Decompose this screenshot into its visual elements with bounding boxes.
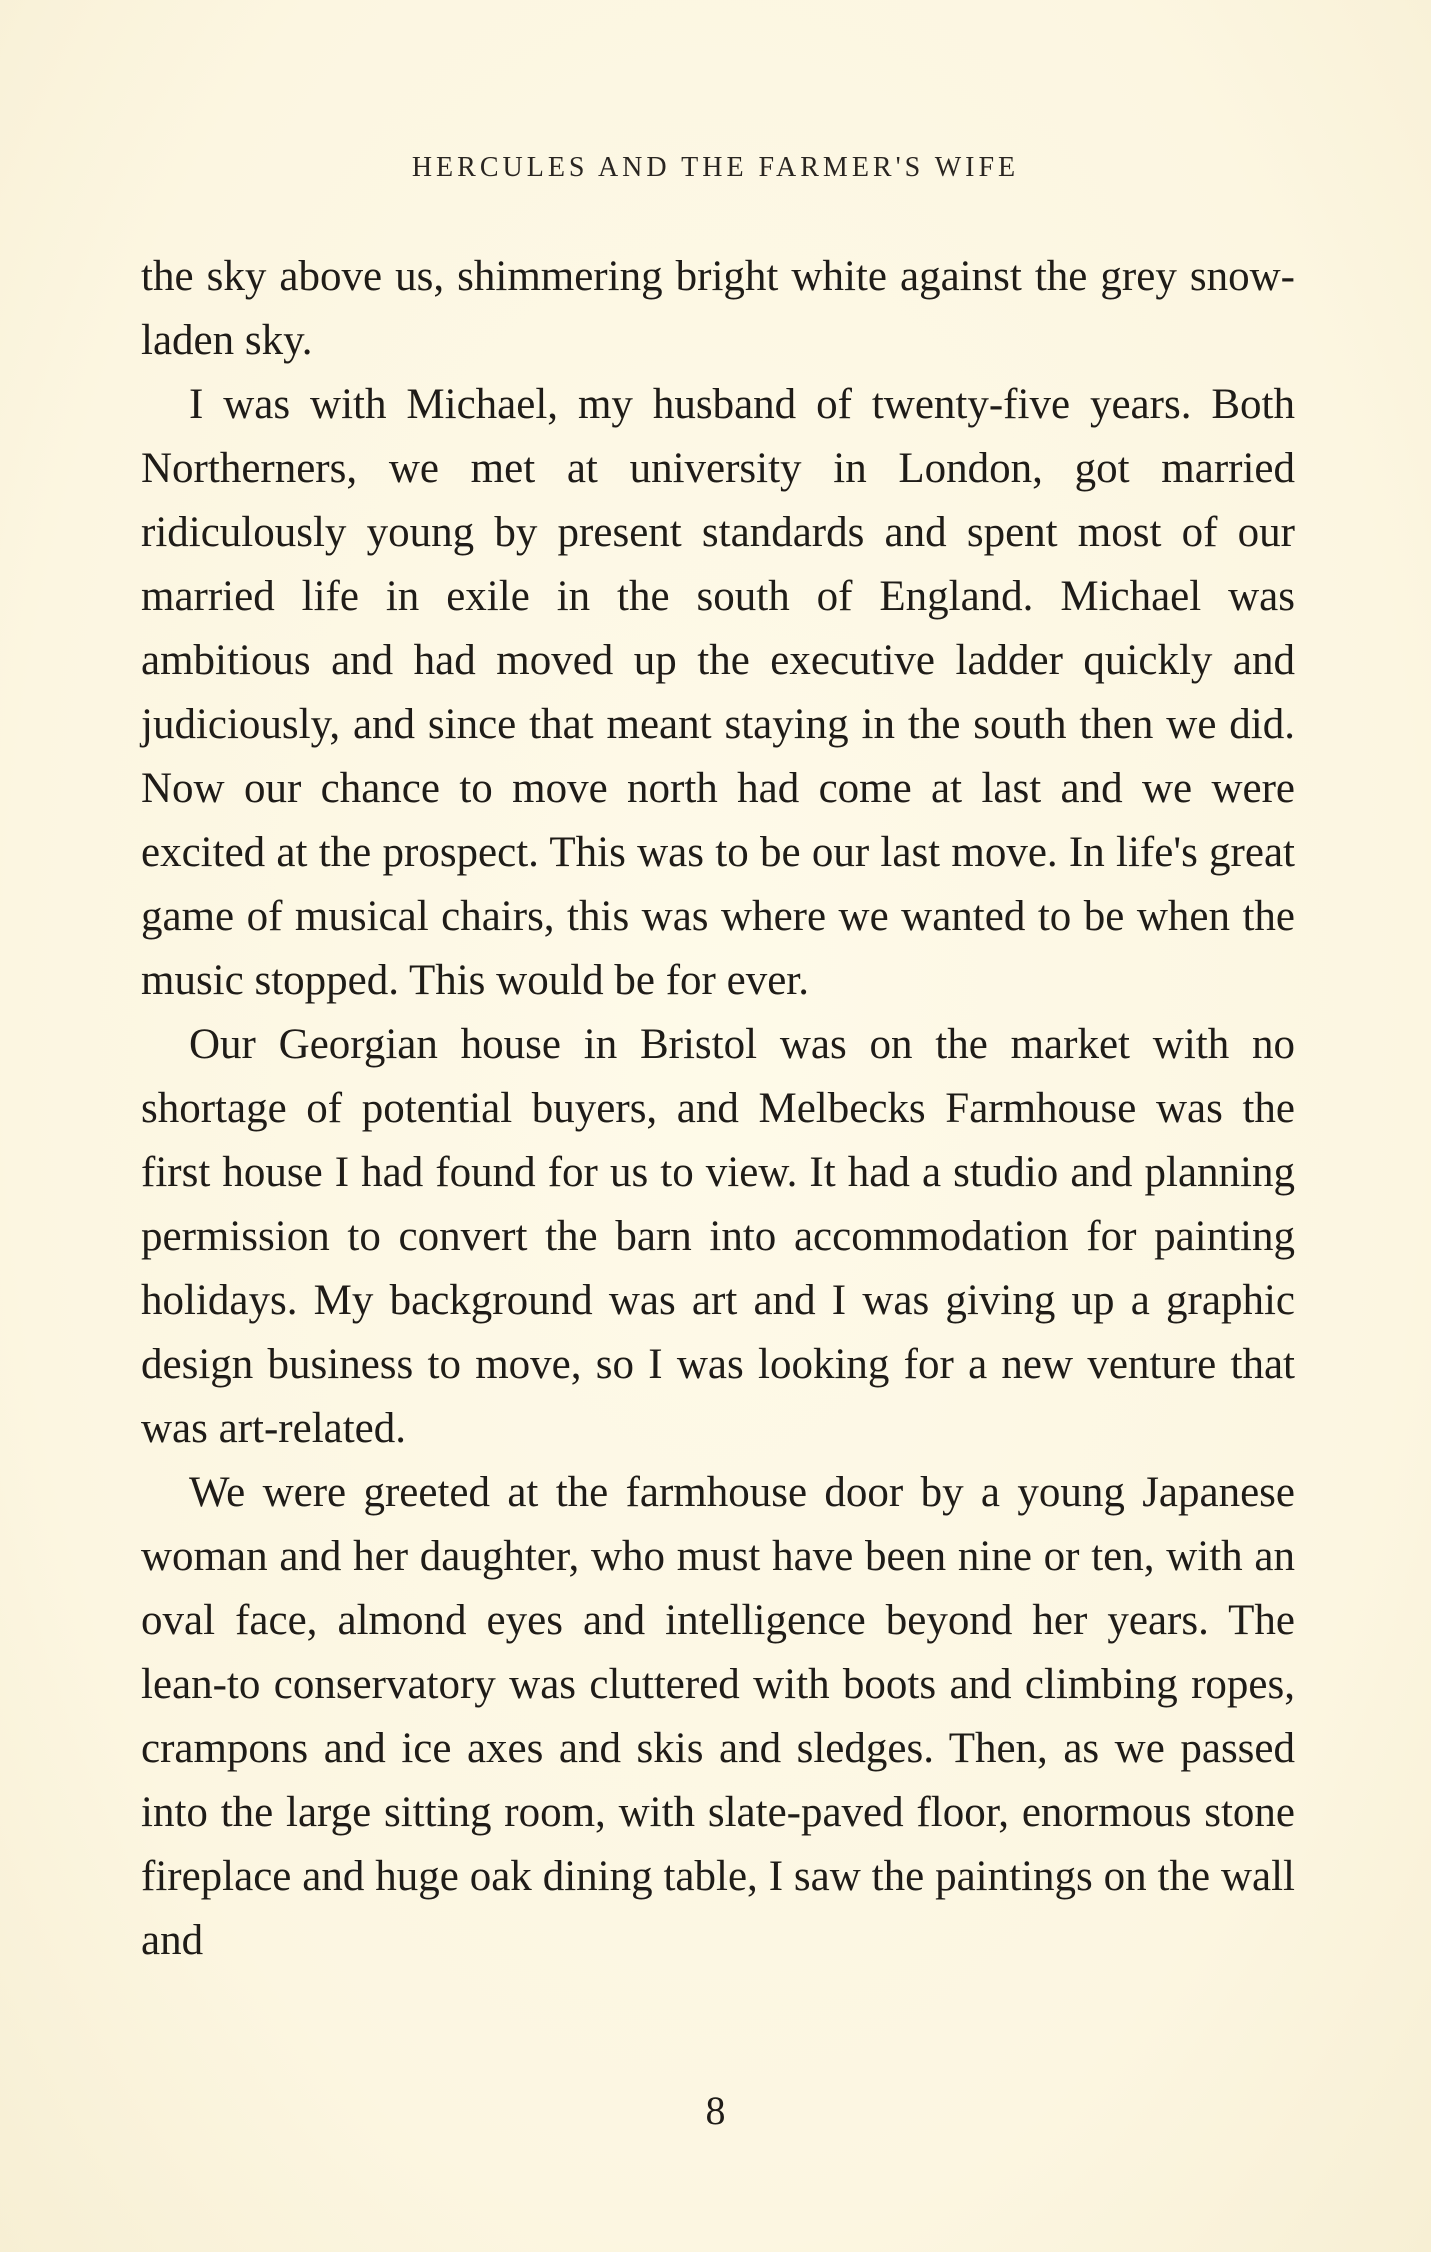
paragraph: I was with Michael, my husband of twenty-five years. Both Northerners, we met at university in London, got married ridiculously young by present standards and spent most of our married life in exile in the south of England. Michael was ambitious and had moved up the executive ladder quickly and judiciously, and since that meant staying in the south then we did. Now our chance to move north had come at last and we were excited at the prospect. This was to be our last move. In life's great game of musical chairs, this was where we wanted to be when the music stopped. This would be for ever. xyxy=(141,381,1295,1004)
paragraph-continuation: the sky above us, shimmering bright white against the grey snow-laden sky. xyxy=(141,253,1295,364)
running-head: HERCULES AND THE FARMER'S WIFE xyxy=(411,152,1020,183)
paragraph: We were greeted at the farmhouse door by a young Japanese woman and her daughter, who must have been nine or ten, with an oval face, almond eyes and intelligence beyond her years. The lean-to conservatory was cluttered with boots and climbing ropes, crampons and ice axes and skis and sledges. Then, as we passed into the large sitting room, with slate-paved floor, enormous stone fireplace and huge oak dining table, I saw the paintings on the wall and xyxy=(141,1469,1295,1964)
paragraph: Our Georgian house in Bristol was on the market with no shortage of potential buyers, and Melbecks Farmhouse was the first house I had found for us to view. It had a studio and planning permission to convert the barn into accommodation for painting holidays. My background was art and I was giving up a graphic design business to move, so I was looking for a new venture that was art-related. xyxy=(141,1021,1295,1452)
page-number: 8 xyxy=(705,2088,726,2133)
body-text xyxy=(141,245,1295,1973)
